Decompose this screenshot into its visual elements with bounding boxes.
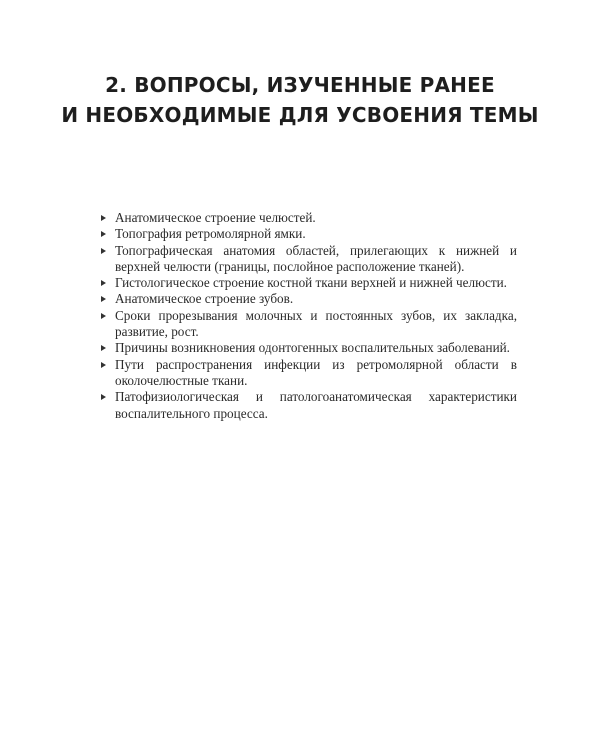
list-item-text: Топографическая анатомия областей, прилегающих к нижней и верхней челюсти (границы, послойное расположение тканей). — [115, 242, 517, 274]
list-item — [100, 291, 517, 307]
triangle-bullet-icon — [101, 362, 106, 368]
triangle-bullet-icon — [101, 215, 106, 221]
list-item — [100, 210, 517, 226]
questions-list — [100, 210, 517, 422]
list-item — [100, 340, 517, 356]
list-item-text: Пути распространения инфекции из ретромолярной области в околочелюстные ткани. — [115, 356, 517, 388]
triangle-bullet-icon — [101, 394, 106, 400]
list-item-text: Сроки прорезывания молочных и постоянных зубов, их закладка, развитие, рост. — [115, 307, 517, 340]
list-item-text: Причины возникновения одонтогенных воспалительных заболеваний. — [115, 340, 510, 356]
triangle-bullet-icon — [101, 231, 106, 237]
list-item-text: Гистологическое строение костной ткани верхней и нижней челюсти. — [115, 275, 507, 291]
heading-line-1: 2. ВОПРОСЫ, ИЗУЧЕННЫЕ РАНЕЕ — [105, 73, 495, 97]
triangle-bullet-icon — [101, 313, 106, 319]
list-item-text: Топография ретромолярной ямки. — [115, 226, 306, 242]
section-heading — [40, 70, 560, 130]
list-item — [100, 243, 517, 276]
triangle-bullet-icon — [101, 248, 106, 254]
list-item-text: Анатомическое строение зубов. — [115, 291, 294, 307]
list-item — [100, 357, 517, 390]
triangle-bullet-icon — [101, 345, 106, 351]
triangle-bullet-icon — [101, 296, 106, 302]
list-item — [100, 226, 517, 242]
triangle-bullet-icon — [101, 280, 106, 286]
list-item-text: Патофизиологическая и патологоанатомическая характеристики воспалительного процесса. — [115, 389, 517, 421]
list-item-text: Анатомическое строение челюстей. — [115, 210, 316, 225]
list-item — [100, 275, 517, 291]
heading-line-2: И НЕОБХОДИМЫЕ ДЛЯ УСВОЕНИЯ ТЕМЫ — [61, 103, 539, 127]
list-item — [100, 308, 517, 341]
list-item — [100, 389, 517, 422]
